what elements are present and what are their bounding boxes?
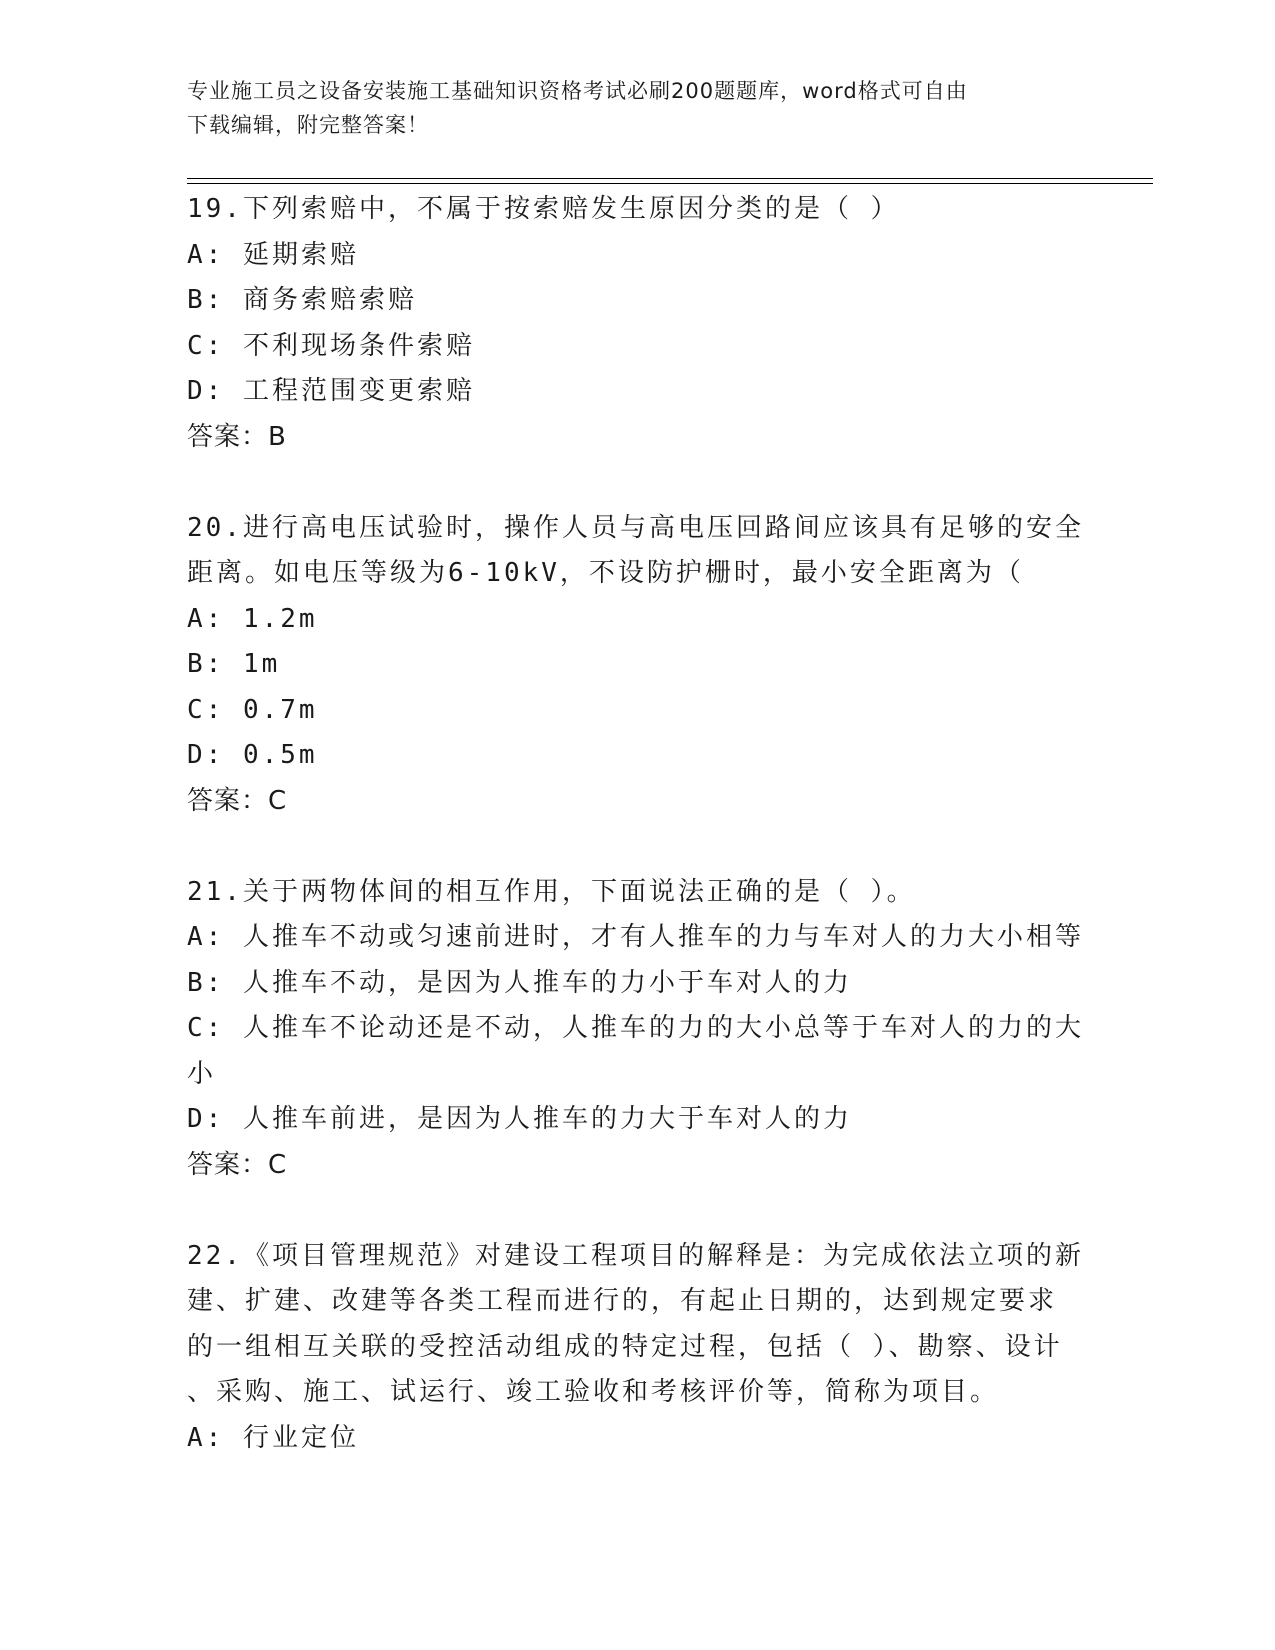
question-stem-line: 距离。如电压等级为6-10kV，不设防护栅时，最小安全距离为（ bbox=[187, 558, 1024, 588]
question-block bbox=[187, 187, 1087, 506]
question-stem bbox=[187, 187, 1087, 233]
answer-option bbox=[187, 688, 1087, 734]
answer-option bbox=[187, 324, 1087, 370]
answer-option-line: C: 不利现场条件索赔 bbox=[187, 330, 475, 361]
answer-option-line: D: 0.5m bbox=[187, 740, 318, 770]
answer-option-line: A: 人推车不动或匀速前进时，才有人推车的力与车对人的力大小相等 bbox=[187, 922, 1084, 952]
answer-option-line: A: 行业定位 bbox=[187, 1422, 359, 1453]
answer-option bbox=[187, 1006, 1087, 1097]
answer-option bbox=[187, 733, 1087, 779]
answer-option-line: C: 0.7m bbox=[187, 694, 318, 725]
question-stem-line: 、采购、施工、试运行、竣工验收和考核评价等，简称为项目。 bbox=[187, 1377, 1000, 1407]
question-stem-line: 的一组相互关联的受控活动组成的特定过程，包括（ ）、勘察、设计 bbox=[187, 1331, 1063, 1362]
question-block bbox=[187, 506, 1087, 870]
question-stem bbox=[187, 870, 1087, 916]
answer-option bbox=[187, 915, 1087, 961]
question-stem bbox=[187, 506, 1087, 597]
question-list bbox=[187, 187, 1087, 1461]
answer-key: 答案：B bbox=[187, 421, 287, 452]
answer-option bbox=[187, 233, 1087, 279]
answer-option-line: D: 人推车前进，是因为人推车的力大于车对人的力 bbox=[187, 1104, 852, 1134]
question-spacer bbox=[187, 460, 1087, 506]
answer-option bbox=[187, 1416, 1087, 1462]
answer-option bbox=[187, 961, 1087, 1007]
answer-key: 答案：C bbox=[187, 785, 288, 816]
document-header bbox=[187, 74, 1067, 142]
question-stem bbox=[187, 1234, 1087, 1416]
question-block bbox=[187, 1234, 1087, 1462]
answer-option bbox=[187, 597, 1087, 643]
question-stem-line: 19.下列索赔中，不属于按索赔发生原因分类的是（ ） bbox=[187, 194, 900, 224]
answer-option bbox=[187, 642, 1087, 688]
question-block bbox=[187, 870, 1087, 1234]
answer-option-line: A: 1.2m bbox=[187, 603, 318, 634]
answer-option bbox=[187, 278, 1087, 324]
header-line-1: 专业施工员之设备安装施工基础知识资格考试必刷200题题库，word格式可自由 bbox=[187, 79, 968, 103]
answer-option bbox=[187, 369, 1087, 415]
answer-option-line: B: 1m bbox=[187, 649, 281, 679]
answer-option-line: A: 延期索赔 bbox=[187, 239, 359, 270]
question-stem-line: 21.关于两物体间的相互作用，下面说法正确的是（ ）。 bbox=[187, 876, 916, 907]
question-stem-line: 22.《项目管理规范》对建设工程项目的解释是：为完成依法立项的新 bbox=[187, 1240, 1084, 1271]
question-stem-line: 建、扩建、改建等各类工程而进行的，有起止日期的，达到规定要求 bbox=[187, 1286, 1058, 1316]
answer-key: 答案：C bbox=[187, 1149, 288, 1180]
question-stem-line: 20.进行高电压试验时，操作人员与高电压回路间应该具有足够的安全 bbox=[187, 512, 1084, 543]
answer-option-line: B: 人推车不动，是因为人推车的力小于车对人的力 bbox=[187, 967, 852, 998]
header-rule-thin bbox=[187, 183, 1153, 184]
header-line-2: 下载编辑，附完整答案！ bbox=[187, 113, 429, 137]
header-rule-thick bbox=[187, 178, 1153, 179]
answer-option-line: D: 工程范围变更索赔 bbox=[187, 376, 475, 406]
question-spacer bbox=[187, 824, 1087, 870]
answer-option bbox=[187, 1097, 1087, 1143]
answer-option-line: B: 商务索赔索赔 bbox=[187, 285, 417, 315]
question-spacer bbox=[187, 1188, 1087, 1234]
answer-option-line: 小 bbox=[187, 1058, 217, 1089]
answer-option-line: C: 人推车不论动还是不动，人推车的力的大小总等于车对人的力的大 bbox=[187, 1013, 1084, 1043]
